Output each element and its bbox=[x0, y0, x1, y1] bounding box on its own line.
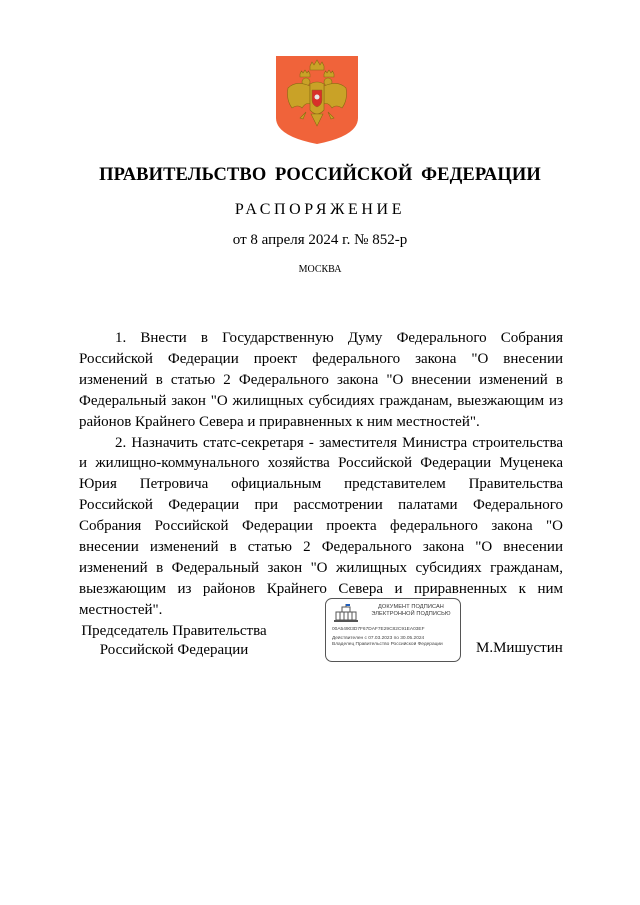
stamp-certificate-serial: 00A54903D7F67DAF7E29C82C91EA03EF bbox=[332, 627, 425, 632]
document-type: РАСПОРЯЖЕНИЕ bbox=[234, 201, 406, 218]
stamp-title-line1: ДОКУМЕНТ ПОДПИСАН bbox=[378, 604, 444, 610]
document-date-number: от 8 апреля 2024 г. № 852-р bbox=[232, 232, 408, 248]
signatory-position bbox=[60, 622, 288, 660]
government-building-icon bbox=[332, 604, 360, 624]
russian-coat-of-arms-icon bbox=[276, 56, 358, 144]
coat-of-arms-emblem bbox=[276, 56, 358, 144]
document-body bbox=[79, 328, 563, 621]
government-title: ПРАВИТЕЛЬСТВО РОССИЙСКОЙ ФЕДЕРАЦИИ bbox=[99, 165, 541, 185]
signatory-position-line2: Российской Федерации bbox=[99, 642, 249, 658]
electronic-signature-stamp bbox=[325, 598, 461, 662]
paragraph-2: 2. Назначить статс-секретаря - заместителя Министра строительства и жилищно-коммунального хозяйства Российской Федерации Муценека Юрия Петровича официальным представителем Правительства Российской Федерации при рассмотрении палатами Федерального Собрания Российской Федерации проекта федерального закона "О внесении изменений в статью 2 Федерального закона "О внесении изменений в Федеральный закон "О жилищных субсидиях гражданам, выезжающим из районов Крайнего Севера и приравненных к ним местностей". bbox=[79, 434, 563, 618]
signatory-name: М.Мишустин bbox=[476, 640, 563, 656]
document-city: МОСКВА bbox=[298, 264, 342, 275]
paragraph-1: 1. Внести в Государственную Думу Федерального Собрания Российской Федерации проект федерального закона "О внесении изменений в статью 2 Федерального закона "О внесении изменений в Федеральный закон "О жилищных субсидиях гражданам, выезжающим из районов Крайнего Севера и приравненных к ним местностей". bbox=[79, 330, 563, 430]
signatory-position-line1: Председатель Правительства bbox=[81, 623, 267, 639]
stamp-owner: Владелец Правительство Российской Федерации bbox=[332, 642, 443, 647]
stamp-title-line2: ЭЛЕКТРОННОЙ ПОДПИСЬЮ bbox=[371, 611, 451, 617]
stamp-title bbox=[364, 604, 458, 618]
stamp-validity: Действителен с 07.03.2023 по 30.05.2024 bbox=[332, 636, 425, 641]
